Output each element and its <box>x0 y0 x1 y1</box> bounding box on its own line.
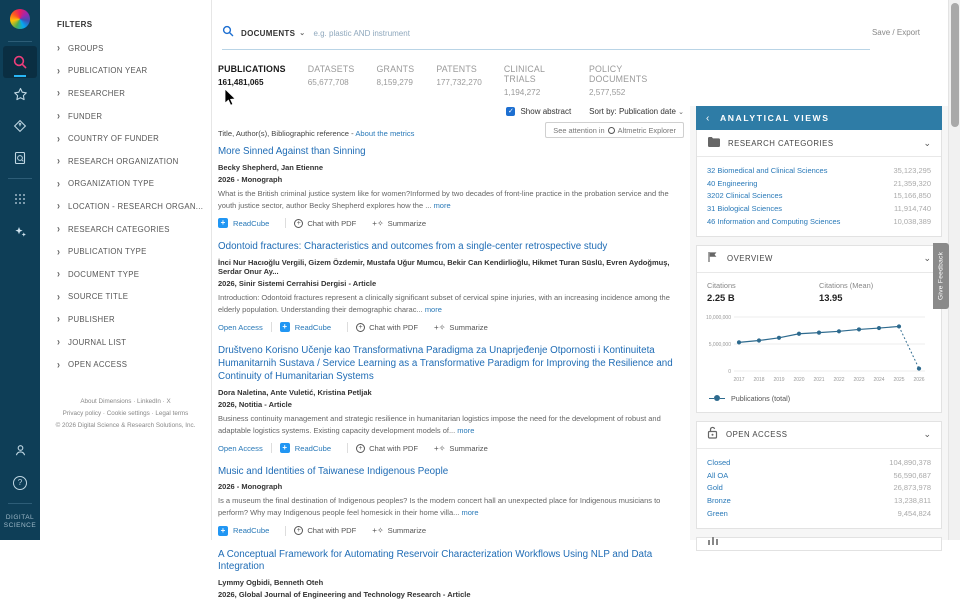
chevron-right-icon: › <box>57 155 60 168</box>
chat-with-pdf-button[interactable] <box>356 444 418 453</box>
publication-authors: İnci Nur Hacıoğlu Vergili, Gizem Özdemir, Mustafa Uğur Mumcu, Bekir Can Kendirlioğlu, Hikmet Turan Süslü, Evren Aydoğmuş, Serdar Onur Ay... <box>218 258 670 277</box>
chevron-right-icon: › <box>57 268 60 281</box>
filter-label: LOCATION - RESEARCH ORGAN... <box>68 201 204 211</box>
stat-label: Citations <box>707 280 736 290</box>
chat-pdf-icon: + <box>294 526 303 535</box>
search-bar <box>222 24 870 50</box>
publication-abstract <box>218 413 684 436</box>
publication-authors: Becky Shepherd, Jan Etienne <box>218 162 324 172</box>
publication-source: 2026, Notitia - Article <box>218 400 292 410</box>
summarize-sparkle-icon: +✧ <box>372 526 384 536</box>
chat-pdf-icon: + <box>294 219 303 228</box>
footer-about-links[interactable]: About Dimensions · LinkedIn · X <box>80 397 171 405</box>
tab-publications[interactable] <box>218 64 286 97</box>
show-abstract-checkbox[interactable]: ✓ <box>508 108 514 115</box>
svg-text:2017: 2017 <box>733 376 745 383</box>
category-row <box>707 190 931 203</box>
oa-row <box>707 507 931 520</box>
summarize-sparkle-icon: +✧ <box>434 322 446 332</box>
analytical-views-title: ANALYTICAL VIEWS <box>719 113 830 123</box>
sort-by-label: Sort by: Publication date <box>589 107 676 116</box>
publication-list <box>212 140 690 599</box>
filter-publication-year[interactable] <box>40 60 211 83</box>
summarize-button[interactable] <box>434 444 488 453</box>
search-scope-label: DOCUMENTS <box>241 28 296 38</box>
tab-label: POLICY DOCUMENTS <box>588 64 648 84</box>
open-access-section-header[interactable] <box>697 422 941 449</box>
publication-abstract <box>218 292 684 315</box>
oa-row <box>707 469 931 482</box>
summarize-button[interactable] <box>372 219 426 228</box>
svg-text:2024: 2024 <box>873 376 885 383</box>
publication-actions <box>218 443 684 453</box>
meta-line-text: Title, Author(s), Bibliographic reference - <box>218 129 354 138</box>
vertical-scrollbar[interactable] <box>948 0 960 540</box>
stat-value: 2.25 B <box>707 291 735 303</box>
diamond-icon <box>12 118 28 134</box>
footer-links <box>40 396 211 432</box>
altmetric-explorer-button[interactable] <box>545 122 684 138</box>
filter-label: COUNTRY OF FUNDER <box>68 134 160 144</box>
svg-text:2019: 2019 <box>773 376 785 383</box>
chevron-right-icon: › <box>57 290 60 303</box>
divider <box>8 503 32 504</box>
publications-trend-chart <box>697 305 941 392</box>
filter-document-type[interactable] <box>40 263 211 286</box>
favorites-nav-button[interactable] <box>3 78 37 110</box>
datasets-nav-button[interactable] <box>3 110 37 142</box>
publication-source: 2026 - Monograph <box>218 174 283 184</box>
reports-nav-button[interactable] <box>3 142 37 174</box>
category-count: 21,359,320 <box>893 178 931 188</box>
open-access-rows <box>697 449 941 528</box>
oa-link[interactable]: Gold <box>707 483 723 493</box>
tab-policy-documents[interactable] <box>589 64 668 97</box>
publication-abstract <box>218 188 684 211</box>
chevron-down-icon: ⌄ <box>923 429 931 440</box>
summarize-label: Summarize <box>387 218 427 228</box>
apps-nav-button[interactable] <box>3 183 37 215</box>
chevron-right-icon: › <box>57 110 60 123</box>
bar-chart-icon <box>707 532 719 550</box>
chevron-right-icon: › <box>57 358 60 371</box>
oa-row <box>707 456 931 469</box>
abstract-text: Introduction: Odontoid fractures represent a clinically significant subset of cervical spine injuries, with an increasing incidence among the elderly population. Understanding their demographic charac... <box>218 293 670 314</box>
section-title: OPEN ACCESS <box>726 430 788 440</box>
tab-label: DATASETS <box>307 64 355 74</box>
filter-funder[interactable] <box>40 105 211 128</box>
overview-card <box>696 245 942 413</box>
tab-label: CLINICAL TRIALS <box>503 64 545 84</box>
filter-label: RESEARCH CATEGORIES <box>68 224 170 234</box>
chevron-right-icon: › <box>57 200 60 213</box>
tab-clinical-trials[interactable] <box>504 64 567 97</box>
filter-label: RESEARCHER <box>68 88 126 98</box>
oa-row <box>707 482 931 495</box>
oa-count: 56,590,687 <box>893 470 931 480</box>
more-link[interactable]: more <box>461 507 479 517</box>
digital-science-wordmark: DIGITAL SCIENCE <box>3 513 37 529</box>
chevron-right-icon: › <box>57 177 60 190</box>
publication-item <box>218 241 684 332</box>
divider <box>347 443 348 453</box>
publication-source: 2026 - Monograph <box>218 482 283 492</box>
altmetric-prefix: See attention in <box>553 125 605 135</box>
result-meta-line <box>218 129 414 138</box>
tab-label: PUBLICATIONS <box>218 64 286 74</box>
altmetric-donut-icon <box>608 127 615 134</box>
chevron-right-icon: › <box>57 64 60 77</box>
divider <box>347 322 348 332</box>
chevron-right-icon: › <box>57 42 60 55</box>
readcube-icon: + <box>280 322 290 332</box>
svg-text:5,000,000: 5,000,000 <box>708 341 731 348</box>
category-link[interactable]: 32 Biomedical and Clinical Sciences <box>707 165 828 175</box>
tab-count: 1,194,272 <box>503 88 541 97</box>
readcube-icon: + <box>280 443 290 453</box>
save-export-button[interactable]: Save / Export <box>871 28 920 37</box>
filter-label: SOURCE TITLE <box>68 292 129 302</box>
summarize-sparkle-icon: +✧ <box>372 218 384 228</box>
filter-location-research-organization[interactable] <box>40 195 211 218</box>
category-row <box>707 202 931 215</box>
oa-count: 13,238,811 <box>894 496 931 506</box>
more-link[interactable]: more <box>433 200 451 210</box>
open-lock-icon <box>707 426 718 444</box>
svg-text:0: 0 <box>728 368 731 375</box>
readcube-button[interactable]: ReadCube <box>294 322 332 332</box>
tab-count: 2,577,552 <box>588 88 626 97</box>
divider <box>285 218 286 228</box>
publication-actions <box>218 526 684 536</box>
summarize-label: Summarize <box>449 443 488 453</box>
filter-label: OPEN ACCESS <box>68 360 128 370</box>
citations-stat <box>707 281 819 303</box>
chevron-down-icon: ⌄ <box>678 109 684 116</box>
filter-groups[interactable] <box>40 37 211 60</box>
readcube-icon: + <box>218 218 228 228</box>
chevron-down-icon: ⌄ <box>923 253 931 264</box>
chevron-right-icon: › <box>57 336 60 349</box>
search-input[interactable] <box>313 29 870 38</box>
research-categories-rows <box>697 157 941 236</box>
readcube-button[interactable]: ReadCube <box>233 218 270 228</box>
legend-marker-icon <box>709 395 725 401</box>
dimensions-logo[interactable] <box>10 9 30 29</box>
results-panel <box>212 52 690 599</box>
svg-text:2018: 2018 <box>753 376 765 383</box>
readcube-button[interactable]: ReadCube <box>233 526 270 536</box>
star-icon <box>13 87 28 102</box>
list-options <box>506 107 684 138</box>
filter-research-categories[interactable] <box>40 218 211 241</box>
tab-count: 161,481,065 <box>218 78 264 87</box>
filters-panel <box>40 0 212 540</box>
tab-count: 8,159,279 <box>376 78 413 87</box>
filter-label: PUBLICATION YEAR <box>68 66 148 76</box>
category-count: 11,914,740 <box>894 204 931 214</box>
section-title: RESEARCH CATEGORIES <box>728 138 834 148</box>
publication-title-link[interactable]: A Conceptual Framework for Automating Reservoir Characterization Workflows Using NLP and Data Integration <box>218 548 653 573</box>
altmetric-name: Altmetric Explorer <box>617 125 676 135</box>
chevron-down-icon: ⌄ <box>923 137 931 148</box>
flag-icon <box>707 250 719 268</box>
scrollbar-thumb[interactable] <box>951 3 959 127</box>
chart-legend[interactable] <box>697 392 941 412</box>
chevron-right-icon: › <box>57 313 60 326</box>
give-feedback-button[interactable]: Give Feedback <box>933 243 949 309</box>
publication-abstract <box>218 495 684 518</box>
overview-section-header[interactable] <box>697 246 941 273</box>
search-bar-region <box>212 0 948 52</box>
filter-label: PUBLICATION TYPE <box>68 247 147 257</box>
summarize-button[interactable] <box>434 323 488 332</box>
publication-title-link[interactable]: Društveno Korisno Učenje kao Transformativna Paradigma za Unaprjeđenje Otpornosti i Kontinuiteta Humanitarnih Sustava / Service Learning as a Transformative Paradigm for Improving the Resilience and Continuity of Humanitarian Systems <box>218 345 673 383</box>
filter-label: DOCUMENT TYPE <box>68 269 140 279</box>
chevron-right-icon: › <box>57 223 60 236</box>
list-controls <box>212 97 690 140</box>
tab-label: PATENTS <box>436 64 477 74</box>
chevron-right-icon: › <box>57 132 60 145</box>
ai-assistant-nav-button[interactable] <box>3 215 37 247</box>
publication-item <box>218 345 684 453</box>
content-tabs <box>212 52 690 97</box>
filter-label: JOURNAL LIST <box>68 337 127 347</box>
summarize-sparkle-icon: +✧ <box>434 443 446 453</box>
svg-text:2023: 2023 <box>853 376 865 383</box>
help-nav-button[interactable] <box>3 467 37 499</box>
tab-patents[interactable] <box>436 64 482 97</box>
chat-pdf-label: Chat with PDF <box>369 322 419 332</box>
svg-text:2025: 2025 <box>893 376 905 383</box>
chat-with-pdf-button[interactable] <box>294 526 356 535</box>
filter-research-organization[interactable] <box>40 150 211 173</box>
chevron-right-icon: › <box>57 87 60 100</box>
open-access-badge[interactable]: Open Access <box>218 322 263 332</box>
oa-link[interactable]: Bronze <box>707 496 731 506</box>
category-row <box>707 215 931 228</box>
about-the-metrics-link[interactable]: About the metrics <box>355 129 415 138</box>
chat-pdf-icon: + <box>356 444 365 453</box>
open-access-badge[interactable]: Open Access <box>218 443 263 453</box>
filter-researcher[interactable] <box>40 82 211 105</box>
footer-copyright: © 2026 Digital Science & Research Solutions, Inc. <box>55 421 196 429</box>
filter-source-title[interactable] <box>40 286 211 309</box>
analytical-views-header[interactable] <box>696 106 942 130</box>
chat-pdf-label: Chat with PDF <box>307 218 357 228</box>
abstract-text: Business continuity management and strategic resilience in humanitarian logistics impose the need for the development of robust and adaptable logistics systems. Existing capacity development models of... <box>218 414 661 435</box>
stat-value: 13.95 <box>819 291 843 303</box>
divider <box>285 526 286 536</box>
help-icon: ? <box>13 476 27 490</box>
category-count: 10,038,389 <box>893 217 931 227</box>
document-search-icon <box>12 150 28 166</box>
publication-title-link[interactable]: Music and Identities of Taiwanese Indigenous People <box>218 466 449 478</box>
more-link[interactable]: more <box>457 425 475 435</box>
research-categories-section-header[interactable] <box>697 130 941 157</box>
category-link[interactable]: 31 Biological Sciences <box>707 204 783 214</box>
oa-link[interactable]: Green <box>707 509 728 519</box>
publication-actions <box>218 218 684 228</box>
category-link[interactable]: 40 Engineering <box>707 178 758 188</box>
filter-country-of-funder[interactable] <box>40 127 211 150</box>
chevron-right-icon: › <box>57 245 60 258</box>
collapse-panel-icon[interactable]: ‹ <box>706 112 711 124</box>
abstract-text: What is the British criminal justice system like for women?Informed by two decades of front-line practice in the probation service and the youth justice sector, author Becky Shepherd explores how the ... <box>218 188 669 210</box>
tab-count: 177,732,270 <box>436 78 482 87</box>
chat-pdf-label: Chat with PDF <box>307 526 357 536</box>
filter-publication-type[interactable] <box>40 240 211 263</box>
sparkle-icon <box>13 224 28 239</box>
more-link[interactable]: more <box>424 304 442 314</box>
legend-label: Publications (total) <box>731 393 791 403</box>
filter-label: FUNDER <box>68 111 103 121</box>
filter-label: ORGANIZATION TYPE <box>68 179 155 189</box>
divider <box>8 178 32 179</box>
app-navigation-bar <box>0 0 40 540</box>
category-count: 15,166,850 <box>893 191 931 201</box>
divider <box>271 443 272 453</box>
oa-link[interactable]: All OA <box>707 470 729 480</box>
account-icon <box>13 443 28 458</box>
next-section-card[interactable] <box>696 537 942 551</box>
summarize-label: Summarize <box>449 322 488 332</box>
filters-title: FILTERS <box>57 20 93 29</box>
publication-title-link[interactable]: Odontoid fractures: Characteristics and outcomes from a single-center retrospective study <box>218 241 608 253</box>
tab-datasets[interactable] <box>308 64 355 97</box>
publication-source: 2026, Global Journal of Engineering and Technology Research - Article <box>218 590 471 599</box>
summarize-label: Summarize <box>387 526 427 536</box>
publication-authors: Lymmy Ogbidi, Benneth Oteh <box>218 578 324 588</box>
account-nav-button[interactable] <box>3 435 37 467</box>
abstract-text: Is a museum the final destination of Indigenous peoples? Is the modern concert hall an unexpected place for Indigenous musicians to perform? Why may Indigenous people feel homesick in their home villa... <box>218 496 661 517</box>
oa-count: 9,454,824 <box>897 509 931 519</box>
publication-item <box>218 549 684 599</box>
category-link[interactable]: 3202 Clinical Sciences <box>707 191 783 201</box>
filter-label: GROUPS <box>68 43 104 53</box>
publication-source: 2026, Sinir Sistemi Cerrahisi Dergisi - Article <box>218 279 377 289</box>
open-access-card <box>696 421 942 529</box>
summarize-button[interactable] <box>372 526 426 535</box>
search-icon <box>222 24 234 42</box>
category-link[interactable]: 46 Information and Computing Sciences <box>707 217 841 227</box>
filter-journal-list[interactable] <box>40 331 211 354</box>
category-row <box>707 177 931 190</box>
svg-text:2026: 2026 <box>913 376 925 383</box>
oa-count: 26,873,978 <box>893 483 931 493</box>
svg-text:2020: 2020 <box>793 376 805 383</box>
svg-text:10,000,000: 10,000,000 <box>705 314 731 321</box>
readcube-icon: + <box>218 526 228 536</box>
citations-mean-stat <box>819 281 931 303</box>
filter-publisher[interactable] <box>40 308 211 331</box>
publication-item <box>218 146 684 228</box>
publication-authors: Dora Naletina, Ante Vuletić, Kristina Petljak <box>218 388 372 398</box>
analytical-views-panel <box>690 106 948 540</box>
filter-open-access[interactable] <box>40 353 211 376</box>
publication-item <box>218 466 684 535</box>
divider <box>8 41 32 42</box>
apps-grid-icon <box>13 192 27 206</box>
category-row <box>707 164 931 177</box>
tab-count: 65,677,708 <box>307 78 349 87</box>
filter-organization-type[interactable] <box>40 173 211 196</box>
divider <box>271 322 272 332</box>
search-icon <box>12 54 28 70</box>
chevron-down-icon: ⌄ <box>299 30 306 37</box>
stat-label: Citations (Mean) <box>819 280 874 290</box>
svg-text:2022: 2022 <box>833 376 845 383</box>
chat-pdf-label: Chat with PDF <box>369 443 419 453</box>
show-abstract-label: Show abstract <box>520 107 572 116</box>
tab-label: GRANTS <box>376 64 415 74</box>
research-categories-card <box>696 130 942 237</box>
sort-by-dropdown[interactable] <box>589 107 684 116</box>
filter-label: PUBLISHER <box>68 314 115 324</box>
filter-label: RESEARCH ORGANIZATION <box>68 156 179 166</box>
readcube-button[interactable]: ReadCube <box>294 443 332 453</box>
footer-legal-links[interactable]: Privacy policy · Cookie settings · Legal terms <box>62 409 189 417</box>
oa-row <box>707 494 931 507</box>
chat-with-pdf-button[interactable] <box>294 219 356 228</box>
chat-pdf-icon: + <box>356 323 365 332</box>
publication-actions <box>218 322 684 332</box>
search-scope-dropdown[interactable] <box>241 29 313 38</box>
section-title: OVERVIEW <box>727 254 773 264</box>
chat-with-pdf-button[interactable] <box>356 323 418 332</box>
oa-link[interactable]: Closed <box>707 457 731 467</box>
publication-title-link[interactable]: More Sinned Against than Sinning <box>218 146 366 157</box>
tab-grants[interactable] <box>376 64 414 97</box>
overview-stats <box>697 273 941 305</box>
oa-count: 104,890,378 <box>889 457 931 467</box>
search-nav-button[interactable] <box>3 46 37 78</box>
folder-icon <box>707 134 720 152</box>
svg-text:2021: 2021 <box>813 376 825 383</box>
category-count: 35,123,295 <box>893 165 931 175</box>
